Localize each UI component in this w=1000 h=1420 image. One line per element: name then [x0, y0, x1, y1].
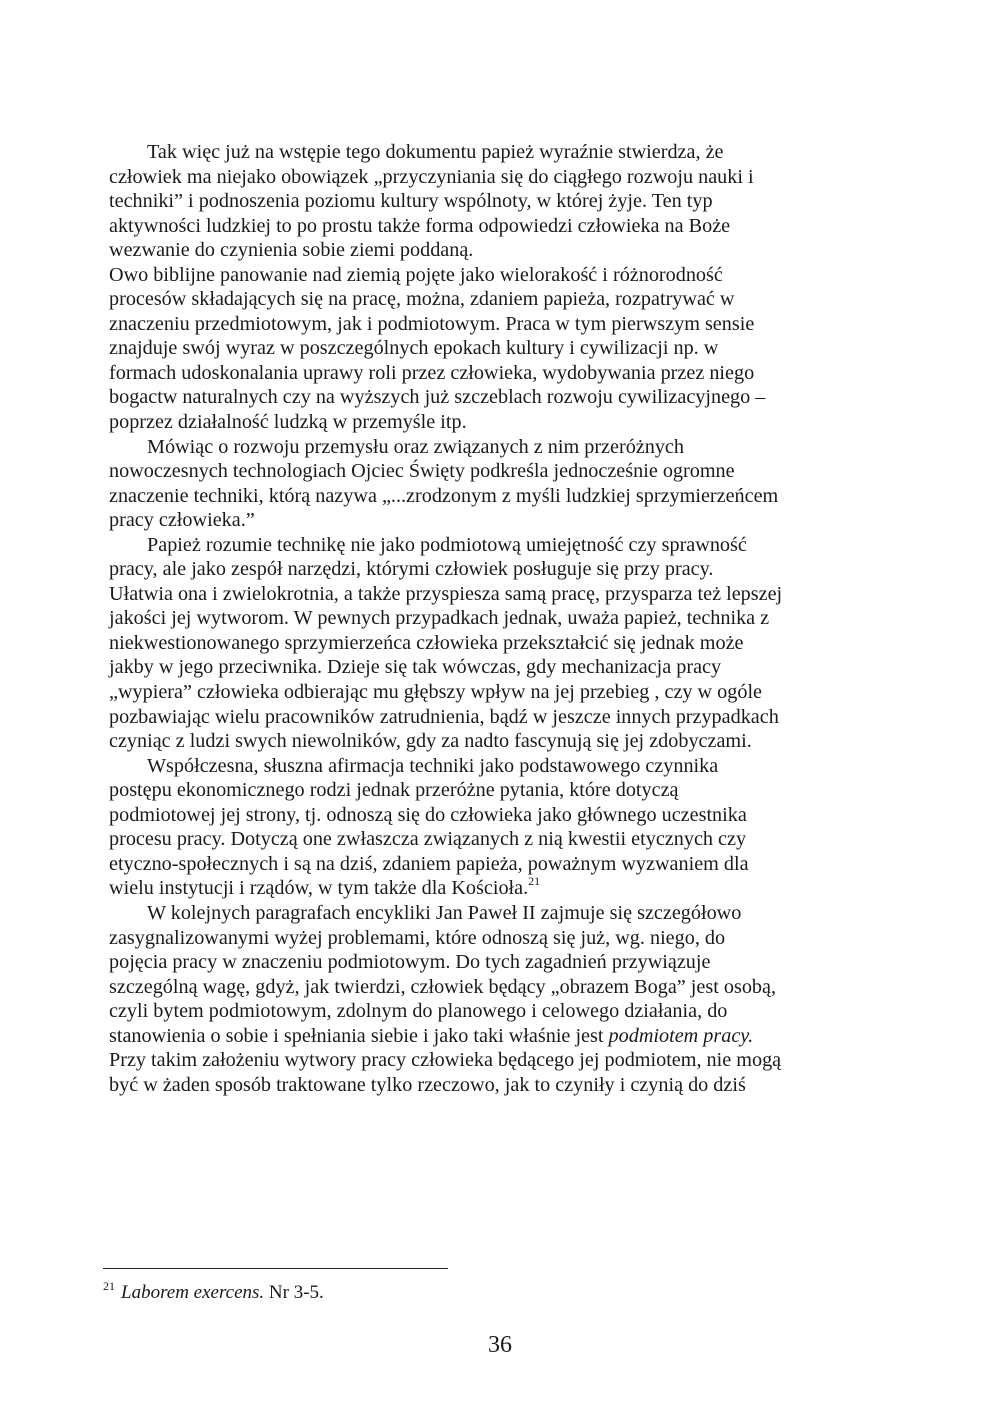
paragraph-5 — [109, 754, 906, 901]
text-line: czyniąc z ludzi swych niewolników, gdy za nadto fascynują się jej zdobyczami. — [109, 730, 752, 753]
text-line: poprzez działalność ludzką w przemyśle itp. — [109, 411, 467, 434]
footnote-text: Nr 3-5. — [264, 1282, 324, 1303]
text-line: Mówiąc o rozwoju przemysłu oraz związanych z nim przeróżnych — [147, 435, 684, 458]
text-line: znaczeniu przedmiotowym, jak i podmiotowym. Praca w tym pierwszym sensie — [109, 312, 755, 335]
footnote — [103, 1279, 324, 1304]
text-line: znajduje swój wyraz w poszczególnych epokach kultury i cywilizacji np. w — [109, 337, 719, 360]
text-line: procesów składających się na pracę, można, zdaniem papieża, rozpatrywać w — [109, 288, 735, 311]
text-line: czyli bytem podmiotowym, zdolnym do planowego i celowego działania, do — [109, 1000, 728, 1023]
footnote-title: Laborem exercens. — [121, 1282, 265, 1303]
text-line: „wypiera” człowieka odbierając mu głębszy wpływ na jej przebieg , czy w ogóle — [109, 681, 763, 704]
page-number: 36 — [488, 1332, 512, 1358]
text-line: techniki” i podnoszenia poziomu kultury wspólnoty, w której żyje. Ten typ — [109, 190, 713, 213]
text-line: podmiotowej jej strony, tj. odnoszą się do człowieka jako głównego uczestnika — [109, 803, 747, 826]
text-line — [109, 1024, 906, 1049]
document-body — [109, 140, 906, 1097]
text-line-content: stanowienia o sobie i spełniania siebie i jako taki właśnie jest — [109, 1024, 609, 1047]
footnote-reference[interactable]: 21 — [528, 874, 541, 889]
text-line: procesu pracy. Dotyczą one zwłaszcza związanych z nią kwestii etycznych czy — [109, 828, 747, 851]
text-line: Ułatwia ona i zwielokrotnia, a także przyspiesza samą pracę, przysparza też lepszej — [109, 582, 783, 605]
paragraph-1 — [109, 140, 906, 263]
text-line: Owo biblijne panowanie nad ziemią pojęte jako wielorakość i różnorodność — [109, 263, 723, 286]
paragraph-6 — [109, 901, 906, 1097]
footnote-separator — [103, 1268, 448, 1269]
text-line: człowiek ma niejako obowiązek „przyczyniania się do ciągłego rozwoju nauki i — [109, 165, 754, 188]
text-line: W kolejnych paragrafach encykliki Jan Paweł II zajmuje się szczegółowo — [147, 901, 742, 924]
text-line: zasygnalizowanymi wyżej problemami, które odnoszą się już, wg. niego, do — [109, 926, 726, 949]
text-line: etyczno-społecznych i są na dziś, zdaniem papieża, poważnym wyzwaniem dla — [109, 852, 749, 875]
emphasis-text: podmiotem pracy. — [608, 1024, 754, 1047]
text-line: pracy człowieka.” — [109, 509, 255, 532]
text-line: Współczesna, słuszna afirmacja techniki jako podstawowego czynnika — [147, 754, 719, 777]
text-line: jakości jej wytworom. W pewnych przypadkach jednak, uważa papież, technika z — [109, 607, 770, 630]
text-line — [109, 876, 906, 901]
text-line: Tak więc już na wstępie tego dokumentu papież wyraźnie stwierdza, że — [147, 141, 724, 163]
text-line: formach udoskonalania uprawy roli przez człowieka, wydobywania przez niego — [109, 361, 755, 384]
text-line: pracy, ale jako zespół narzędzi, którymi człowiek posługuje się przy pracy. — [109, 558, 714, 581]
text-line: niekwestionowanego sprzymierzeńca człowieka przekształcić się jednak może — [109, 631, 744, 654]
text-line: wezwanie do czynienia sobie ziemi poddaną. — [109, 239, 474, 262]
paragraph-2 — [109, 263, 906, 435]
text-line: pozbawiając wielu pracowników zatrudnienia, bądź w jeszcze innych przypadkach — [109, 705, 779, 728]
text-line: nowoczesnych technologiach Ojciec Święty podkreśla jednocześnie ogromne — [109, 460, 735, 483]
text-line: pojęcia pracy w znaczeniu podmiotowym. Do tych zagadnień przywiązuje — [109, 951, 711, 974]
text-line: szczególną wagę, gdyż, jak twierdzi, człowiek będący „obrazem Boga” jest osobą, — [109, 975, 777, 998]
text-line: jakby w jego przeciwnika. Dzieje się tak wówczas, gdy mechanizacja pracy — [109, 656, 722, 679]
text-line: Przy takim założeniu wytwory pracy człowieka będącego jej podmiotem, nie mogą — [109, 1049, 782, 1072]
paragraph-4 — [109, 533, 906, 754]
text-line: Papież rozumie technikę nie jako podmiotową umiejętność czy sprawność — [147, 533, 747, 556]
paragraph-3 — [109, 435, 906, 533]
text-line: być w żaden sposób traktowane tylko rzeczowo, jak to czyniły i czynią do dziś — [109, 1073, 746, 1096]
text-line-content: wielu instytucji i rządów, w tym także dla Kościoła. — [109, 877, 529, 900]
text-line: znaczenie techniki, którą nazywa „...zrodzonym z myśli ludzkiej sprzymierzeńcem — [109, 484, 779, 507]
text-line: aktywności ludzkiej to po prostu także forma odpowiedzi człowieka na Boże — [109, 214, 731, 237]
text-line: bogactw naturalnych czy na wyższych już szczeblach rozwoju cywilizacyjnego – — [109, 386, 766, 409]
text-line: postępu ekonomicznego rodzi jednak przeróżne pytania, które dotyczą — [109, 779, 679, 802]
footnote-number: 21 — [103, 1279, 115, 1293]
